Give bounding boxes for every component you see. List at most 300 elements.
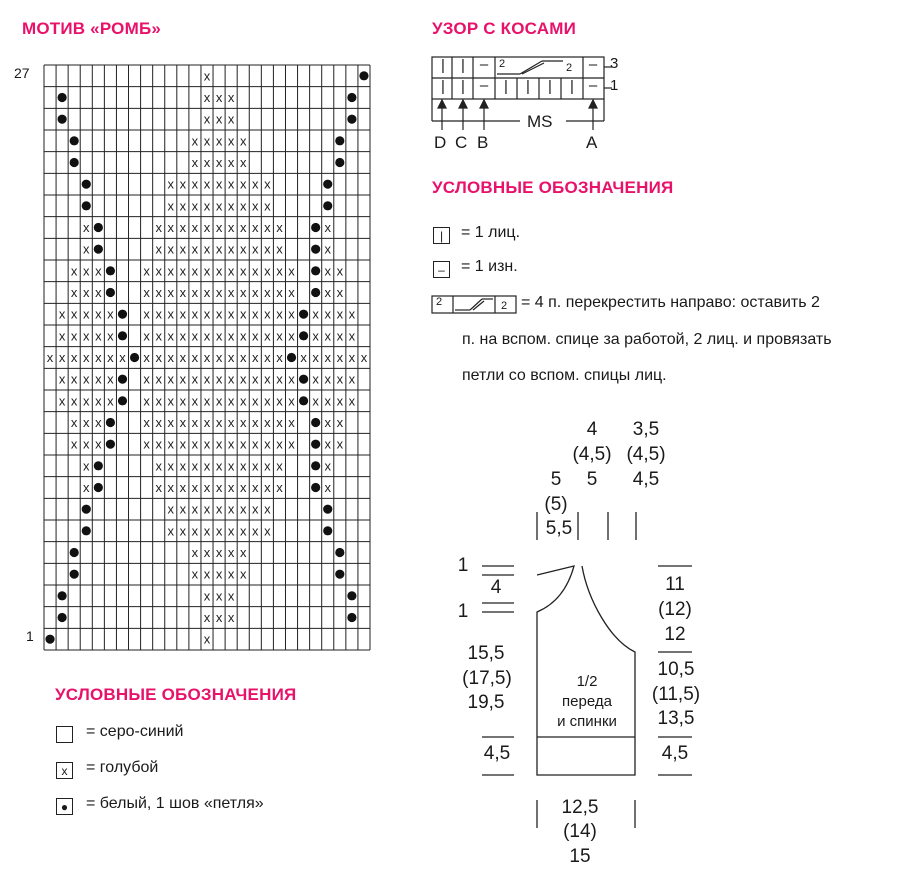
legend-x-square-icon: x (56, 762, 73, 779)
light-blue-cross: x (252, 263, 259, 279)
light-blue-cross: x (276, 241, 283, 257)
light-blue-cross: x (324, 263, 331, 279)
light-blue-cross: x (215, 263, 223, 279)
light-blue-cross: x (107, 393, 114, 409)
light-blue-cross: x (191, 545, 199, 560)
light-blue-cross: x (83, 350, 90, 365)
light-blue-cross: x (227, 501, 235, 517)
dim-left-bottom: 4,5 (483, 743, 511, 764)
light-blue-cross: x (179, 501, 187, 517)
light-blue-cross: x (179, 198, 187, 214)
light-blue-cross: x (215, 328, 223, 344)
light-blue-cross: x (191, 328, 199, 344)
light-blue-cross: x (155, 220, 162, 235)
cross-text-3: петли со вспом. спицы лиц. (462, 367, 667, 384)
light-blue-cross: x (239, 285, 247, 300)
light-blue-cross: x (264, 241, 271, 257)
light-blue-cross: x (83, 371, 90, 387)
light-blue-cross: x (179, 415, 187, 430)
light-blue-cross: x (336, 263, 344, 279)
light-blue-cross: x (239, 350, 247, 365)
light-blue-cross: x (288, 263, 295, 279)
light-blue-cross: x (191, 501, 199, 517)
light-blue-cross: x (360, 350, 368, 365)
light-blue-cross: x (58, 350, 66, 365)
dim-right-top-3: 12 (664, 624, 686, 645)
light-blue-cross: x (227, 111, 235, 127)
light-blue-cross: x (203, 263, 211, 279)
dim-right-mid-1: 10,5 (657, 659, 695, 680)
light-blue-cross: x (191, 393, 199, 409)
light-blue-cross: x (203, 458, 211, 474)
light-blue-cross: x (215, 393, 223, 409)
light-blue-cross: x (179, 458, 187, 474)
light-blue-cross: x (252, 480, 259, 495)
light-blue-cross: x (167, 458, 175, 474)
light-blue-cross: x (252, 241, 259, 257)
light-blue-cross: x (215, 241, 223, 257)
light-blue-cross: x (215, 285, 223, 300)
light-blue-cross: x (348, 350, 356, 365)
light-blue-cross: x (167, 328, 175, 344)
light-blue-cross: x (46, 350, 54, 365)
light-blue-cross: x (95, 436, 102, 452)
light-blue-cross: x (276, 458, 283, 474)
light-blue-cross: x (215, 350, 223, 365)
light-blue-cross: x (191, 523, 199, 539)
light-blue-cross: x (336, 393, 344, 409)
light-blue-cross: x (227, 415, 235, 430)
light-blue-cross: x (203, 631, 211, 647)
light-blue-cross: x (191, 285, 199, 300)
cable-r1-c1: | (441, 78, 445, 95)
light-blue-cross: x (179, 393, 187, 409)
light-blue-cross: x (252, 458, 259, 474)
light-blue-cross: x (252, 285, 259, 300)
light-blue-cross: x (203, 176, 211, 192)
light-blue-cross: x (179, 350, 187, 365)
light-blue-cross: x (143, 415, 150, 430)
dim-bottom-1: 12,5 (561, 797, 599, 818)
light-blue-cross: x (215, 176, 223, 192)
dim-bottom-3: 15 (569, 846, 591, 867)
light-blue-cross: x (83, 415, 90, 430)
light-blue-cross: x (336, 350, 344, 365)
light-blue-cross: x (288, 393, 295, 409)
light-blue-cross: x (324, 328, 331, 344)
light-blue-cross: x (155, 285, 162, 300)
light-blue-cross: x (252, 436, 259, 452)
light-blue-cross: x (324, 371, 331, 387)
cross-text-1: = 4 п. перекрестить направо: оставить 2 (521, 294, 820, 311)
light-blue-cross: x (239, 328, 247, 344)
cross-text-2: п. на вспом. спице за работой, 2 лиц. и провязать (462, 331, 832, 348)
light-blue-cross: x (239, 220, 247, 235)
light-blue-cross: x (215, 523, 223, 539)
light-blue-cross: x (264, 415, 271, 430)
legend-purl-icon: – (433, 261, 450, 278)
light-blue-cross: x (215, 480, 223, 495)
light-blue-cross: x (203, 220, 211, 235)
light-blue-cross: x (264, 523, 271, 539)
light-blue-cross: x (155, 393, 162, 409)
dim-right-bottom: 4,5 (661, 743, 689, 764)
light-blue-cross: x (312, 328, 319, 344)
legend-light-blue: = голубой (86, 759, 159, 776)
light-blue-cross: x (227, 393, 235, 409)
light-blue-cross: x (215, 133, 223, 149)
light-blue-cross: x (324, 306, 331, 322)
motif-legend-title: УСЛОВНЫЕ ОБОЗНАЧЕНИЯ (55, 685, 297, 704)
light-blue-cross: x (252, 328, 259, 344)
light-blue-cross: x (239, 523, 247, 539)
light-blue-cross: x (215, 501, 223, 517)
cable-title: УЗОР С КОСАМИ (432, 19, 576, 38)
light-blue-cross: x (203, 328, 211, 344)
light-blue-cross: x (264, 285, 271, 300)
light-blue-cross: x (203, 68, 211, 84)
light-blue-cross: x (312, 306, 319, 322)
light-blue-cross: x (324, 480, 331, 495)
light-blue-cross: x (252, 393, 259, 409)
light-blue-cross: x (276, 371, 283, 387)
dim-top-a-2: (4,5) (572, 444, 612, 465)
dim-top-c-2: (5) (544, 494, 568, 515)
cable-r1-c6: | (548, 78, 552, 95)
light-blue-cross: x (215, 155, 223, 170)
light-blue-cross: x (179, 285, 187, 300)
light-blue-cross: x (324, 220, 331, 235)
light-blue-cross: x (215, 220, 223, 235)
light-blue-cross: x (264, 371, 271, 387)
light-blue-cross: x (264, 501, 271, 517)
motif-title: МОТИВ «РОМБ» (22, 19, 162, 38)
light-blue-cross: x (264, 263, 271, 279)
dim-top-c-3: 5,5 (545, 518, 573, 539)
light-blue-cross: x (203, 133, 211, 149)
cross-label-a: 2 (436, 296, 443, 308)
light-blue-cross: x (143, 393, 150, 409)
light-blue-cross: x (167, 415, 175, 430)
cable-r3-c3: – (479, 56, 489, 73)
light-blue-cross: x (336, 306, 344, 322)
light-blue-cross: x (227, 220, 235, 235)
light-blue-cross: x (264, 480, 271, 495)
cable-r1-c7: | (570, 78, 574, 95)
light-blue-cross: x (227, 458, 235, 474)
light-blue-cross: x (239, 133, 247, 149)
light-blue-cross: x (167, 220, 175, 235)
light-blue-cross: x (107, 328, 114, 344)
row-label-top: 27 (14, 65, 30, 81)
light-blue-cross: x (227, 176, 235, 192)
light-blue-cross: x (276, 306, 283, 322)
dim-top-b-3: 4,5 (632, 469, 660, 490)
light-blue-cross: x (288, 436, 295, 452)
light-blue-cross: x (239, 155, 247, 170)
light-blue-cross: x (252, 415, 259, 430)
cable-row-label-1: 1 (610, 77, 619, 94)
light-blue-cross: x (179, 220, 187, 235)
dim-left-mid-1: 15,5 (467, 643, 505, 664)
light-blue-cross: x (191, 176, 199, 192)
light-blue-cross: x (95, 285, 102, 300)
light-blue-cross: x (276, 436, 283, 452)
light-blue-cross: x (167, 436, 175, 452)
light-blue-cross: x (300, 350, 307, 365)
light-blue-cross: x (203, 198, 211, 214)
light-blue-cross: x (70, 263, 78, 279)
row-label-bottom: 1 (26, 628, 34, 644)
light-blue-cross: x (70, 415, 78, 430)
light-blue-cross: x (203, 588, 211, 604)
light-blue-cross: x (83, 393, 90, 409)
light-blue-cross: x (264, 350, 271, 365)
light-blue-cross: x (324, 415, 331, 430)
light-blue-cross: x (239, 566, 247, 582)
light-blue-cross: x (83, 241, 90, 257)
light-blue-cross: x (203, 545, 211, 560)
light-blue-cross: x (179, 523, 187, 539)
light-blue-cross: x (155, 415, 162, 430)
light-blue-cross: x (95, 350, 102, 365)
light-blue-cross: x (324, 285, 331, 300)
light-blue-cross: x (312, 350, 319, 365)
light-blue-cross: x (58, 328, 66, 344)
dim-left-mark-1: 1 (457, 555, 469, 576)
light-blue-cross: x (215, 610, 223, 625)
cable-r3-c4: 2 (499, 58, 506, 70)
light-blue-cross: x (276, 350, 283, 365)
light-blue-cross: x (167, 176, 175, 192)
dim-right-top-2: (12) (658, 599, 692, 620)
light-blue-cross: x (179, 480, 187, 495)
light-blue-cross: x (276, 263, 283, 279)
light-blue-cross: x (58, 393, 66, 409)
light-blue-cross: x (203, 155, 211, 170)
light-blue-cross: x (215, 306, 223, 322)
legend-knit-text: = 1 лиц. (461, 224, 521, 241)
light-blue-cross: x (215, 198, 223, 214)
light-blue-cross: x (191, 458, 199, 474)
light-blue-cross: x (227, 371, 235, 387)
light-blue-cross: x (288, 285, 295, 300)
light-blue-cross: x (179, 263, 187, 279)
light-blue-cross: x (70, 393, 78, 409)
light-blue-cross: x (143, 306, 150, 322)
light-blue-cross: x (203, 350, 211, 365)
light-blue-cross: x (155, 306, 162, 322)
cable-r1-c2: | (461, 78, 465, 95)
light-blue-cross: x (348, 306, 356, 322)
light-blue-cross: x (70, 285, 78, 300)
light-blue-cross: x (336, 436, 344, 452)
light-blue-cross: x (191, 306, 199, 322)
light-blue-cross: x (324, 458, 331, 474)
light-blue-cross: x (227, 263, 235, 279)
light-blue-cross: x (179, 176, 187, 192)
light-blue-cross: x (239, 241, 247, 257)
light-blue-cross: x (167, 480, 175, 495)
light-blue-cross: x (215, 458, 223, 474)
light-blue-cross: x (215, 436, 223, 452)
light-blue-cross: x (324, 393, 331, 409)
dim-left-mid-3: 19,5 (467, 692, 505, 713)
light-blue-cross: x (215, 90, 223, 105)
light-blue-cross: x (203, 566, 211, 582)
light-blue-cross: x (107, 350, 114, 365)
dim-bottom-2: (14) (563, 821, 597, 842)
marker-b: B (477, 133, 489, 152)
light-blue-cross: x (288, 371, 295, 387)
light-blue-cross: x (83, 458, 90, 474)
light-blue-cross: x (191, 263, 199, 279)
legend-gray-blue: = серо-синий (86, 723, 184, 740)
light-blue-cross: x (252, 371, 259, 387)
light-blue-cross: x (203, 610, 211, 625)
light-blue-cross: x (227, 306, 235, 322)
light-blue-cross: x (70, 436, 78, 452)
light-blue-cross: x (83, 328, 90, 344)
light-blue-cross: x (95, 328, 102, 344)
cable-r1-c3: – (479, 77, 489, 94)
legend-knit-icon: | (433, 227, 450, 244)
light-blue-cross: x (203, 393, 211, 409)
light-blue-cross: x (95, 415, 102, 430)
light-blue-cross: x (264, 220, 271, 235)
light-blue-cross: x (336, 328, 344, 344)
light-blue-cross: x (239, 176, 247, 192)
light-blue-cross: x (239, 501, 247, 517)
light-blue-cross: x (191, 480, 199, 495)
light-blue-cross: x (83, 306, 90, 322)
light-blue-cross: x (336, 285, 344, 300)
light-blue-cross: x (227, 480, 235, 495)
light-blue-cross: x (252, 501, 259, 517)
dim-right-mid-2: (11,5) (651, 684, 701, 705)
light-blue-cross: x (227, 566, 235, 582)
light-blue-cross: x (215, 566, 223, 582)
light-blue-cross: x (167, 393, 175, 409)
legend-dot-square-icon: ● (56, 798, 73, 815)
light-blue-cross: x (324, 350, 331, 365)
light-blue-cross: x (83, 480, 90, 495)
light-blue-cross: x (227, 436, 235, 452)
light-blue-cross: x (167, 501, 175, 517)
light-blue-cross: x (324, 436, 331, 452)
light-blue-cross: x (155, 350, 162, 365)
light-blue-cross: x (227, 241, 235, 257)
light-blue-cross: x (191, 371, 199, 387)
light-blue-cross: x (276, 285, 283, 300)
light-blue-cross: x (95, 393, 102, 409)
cable-legend-title: УСЛОВНЫЕ ОБОЗНАЧЕНИЯ (432, 178, 674, 197)
light-blue-cross: x (107, 371, 114, 387)
light-blue-cross: x (227, 545, 235, 560)
dim-left-mark-3: 1 (457, 601, 469, 622)
light-blue-cross: x (179, 306, 187, 322)
dim-right-top-1: 11 (665, 574, 685, 595)
light-blue-cross: x (203, 436, 211, 452)
light-blue-cross: x (227, 133, 235, 149)
light-blue-cross: x (155, 241, 162, 257)
light-blue-cross: x (264, 198, 271, 214)
light-blue-cross: x (191, 350, 199, 365)
light-blue-cross: x (119, 350, 126, 365)
light-blue-cross: x (288, 415, 295, 430)
light-blue-cross: x (95, 371, 102, 387)
light-blue-cross: x (227, 285, 235, 300)
legend-purl-text: = 1 изн. (461, 258, 518, 275)
light-blue-cross: x (70, 328, 78, 344)
light-blue-cross: x (95, 306, 102, 322)
light-blue-cross: x (155, 436, 162, 452)
light-blue-cross: x (167, 285, 175, 300)
light-blue-cross: x (227, 588, 235, 604)
dim-right-mid-3: 13,5 (657, 708, 695, 729)
light-blue-cross: x (239, 263, 247, 279)
light-blue-cross: x (264, 328, 271, 344)
ms-label: MS (527, 112, 553, 131)
light-blue-cross: x (83, 285, 90, 300)
light-blue-cross: x (155, 458, 162, 474)
light-blue-cross: x (227, 198, 235, 214)
light-blue-cross: x (215, 588, 223, 604)
light-blue-cross: x (107, 306, 114, 322)
light-blue-cross: x (252, 220, 259, 235)
light-blue-cross: x (239, 436, 247, 452)
light-blue-cross: x (143, 436, 150, 452)
light-blue-cross: x (143, 285, 150, 300)
light-blue-cross: x (239, 480, 247, 495)
light-blue-cross: x (58, 371, 66, 387)
light-blue-cross: x (167, 350, 175, 365)
light-blue-cross: x (155, 328, 162, 344)
light-blue-cross: x (252, 306, 259, 322)
light-blue-cross: x (167, 263, 175, 279)
light-blue-cross: x (227, 328, 235, 344)
light-blue-cross: x (336, 371, 344, 387)
light-blue-cross: x (167, 241, 175, 257)
light-blue-cross: x (276, 393, 283, 409)
light-blue-cross: x (264, 458, 271, 474)
light-blue-cross: x (348, 328, 356, 344)
light-blue-cross: x (203, 415, 211, 430)
light-blue-cross: x (83, 436, 90, 452)
cable-r3-c2: | (461, 57, 465, 74)
light-blue-cross: x (191, 415, 199, 430)
light-blue-cross: x (239, 371, 247, 387)
light-blue-cross: x (227, 610, 235, 625)
light-blue-cross: x (239, 306, 247, 322)
light-blue-cross: x (312, 371, 319, 387)
light-blue-cross: x (83, 263, 90, 279)
light-blue-cross: x (264, 436, 271, 452)
light-blue-cross: x (191, 198, 199, 214)
light-blue-cross: x (179, 371, 187, 387)
cable-r1-c8: – (588, 77, 598, 94)
light-blue-cross: x (215, 111, 223, 127)
light-blue-cross: x (167, 371, 175, 387)
light-blue-cross: x (336, 415, 344, 430)
light-blue-cross: x (215, 415, 223, 430)
light-blue-cross: x (155, 480, 162, 495)
light-blue-cross: x (58, 306, 66, 322)
piece-label-3: и спинки (557, 713, 617, 730)
light-blue-cross: x (179, 328, 187, 344)
light-blue-cross: x (252, 523, 259, 539)
light-blue-cross: x (203, 285, 211, 300)
